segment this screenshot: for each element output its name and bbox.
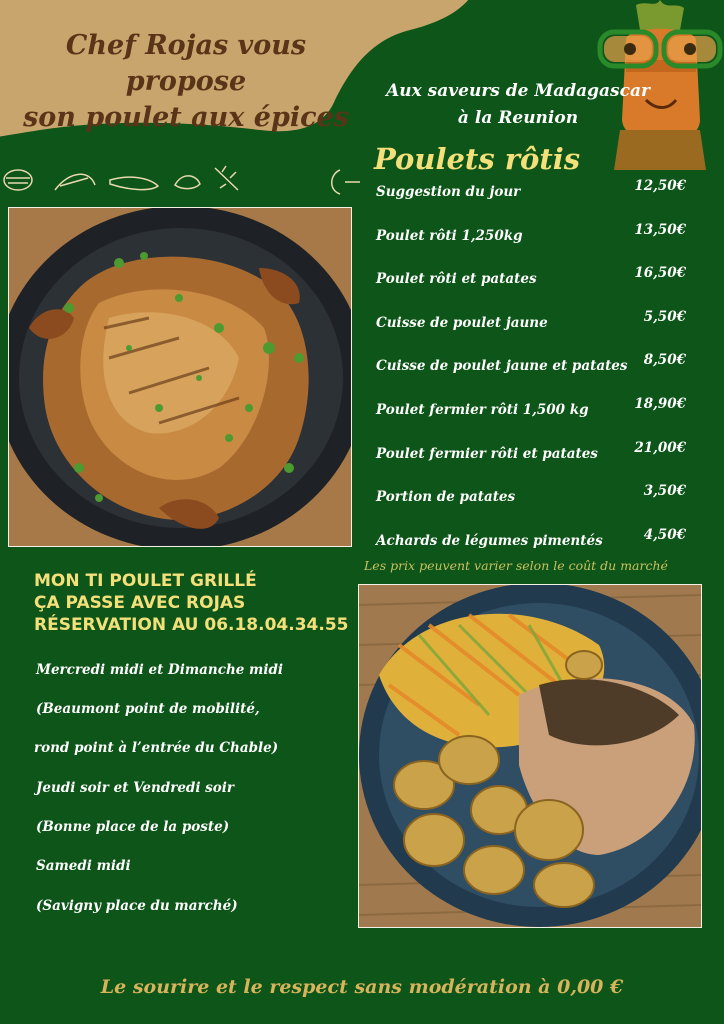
list-item [376, 483, 690, 513]
reservation-phone: RÉSERVATION AU 06.18.04.34.55 [34, 615, 349, 635]
item-price: 3,50€ [643, 483, 686, 499]
item-name: Poulet fermier rôti 1,500 kg [376, 402, 589, 418]
list-item [376, 440, 690, 470]
list-item [376, 178, 690, 208]
subtitle-line-2: à la Reunion [457, 108, 579, 128]
title-line-2: son poulet aux épices [23, 102, 349, 133]
title-line-1: Chef Rojas vous propose [65, 30, 307, 97]
item-price: 13,50€ [634, 222, 686, 238]
schedule-line: Samedi midi [36, 858, 131, 874]
promo-line-2: ÇA PASSE AVEC ROJAS [34, 593, 246, 613]
schedule-line: (Bonne place de la poste) [36, 819, 230, 835]
footer-slogan: Le sourire et le respect sans modération à 0,00 € [100, 976, 624, 998]
roast-chicken-photo [8, 207, 352, 547]
chicken-plate-photo [358, 584, 702, 928]
promo-line-1: MON TI POULET GRILLÉ [34, 571, 257, 591]
item-name: Poulet rôti 1,250kg [376, 228, 523, 244]
item-name: Suggestion du jour [376, 184, 521, 200]
item-price: 12,50€ [634, 178, 686, 194]
item-name: Poulet rôti et patates [376, 271, 537, 287]
item-name: Cuisse de poulet jaune et patates [376, 358, 628, 374]
item-name: Poulet fermier rôti et patates [376, 446, 598, 462]
subtitle-line-1: Aux saveurs de Madagascar [386, 81, 650, 101]
list-item [376, 265, 690, 295]
item-price: 18,90€ [634, 396, 686, 412]
item-name: Achards de légumes pimentés [376, 533, 603, 549]
list-item [376, 222, 690, 252]
list-item [376, 396, 690, 426]
list-item [376, 352, 690, 382]
schedule-line: (Savigny place du marché) [36, 898, 238, 914]
item-name: Cuisse de poulet jaune [376, 315, 548, 331]
page-title [6, 28, 366, 136]
schedule-line: Mercredi midi et Dimanche midi [36, 662, 284, 678]
schedule-line: (Beaumont point de mobilité, [36, 701, 260, 717]
list-item [376, 309, 690, 339]
item-price: 5,50€ [643, 309, 686, 325]
price-note: Les prix peuvent varier selon le coût du marché [364, 558, 668, 573]
list-item [376, 527, 690, 557]
promo-block [34, 570, 348, 636]
item-name: Portion de patates [376, 489, 516, 505]
item-price: 4,50€ [643, 527, 686, 543]
schedule-line: rond point à l’entrée du Chable) [34, 740, 279, 756]
item-price: 16,50€ [634, 265, 686, 281]
item-price: 21,00€ [634, 440, 686, 456]
menu-section-title: Poulets rôtis [374, 142, 581, 176]
spice-doodle-icon [0, 160, 370, 200]
subtitle [368, 78, 668, 132]
schedule-line: Jeudi soir et Vendredi soir [36, 780, 235, 796]
item-price: 8,50€ [643, 352, 686, 368]
